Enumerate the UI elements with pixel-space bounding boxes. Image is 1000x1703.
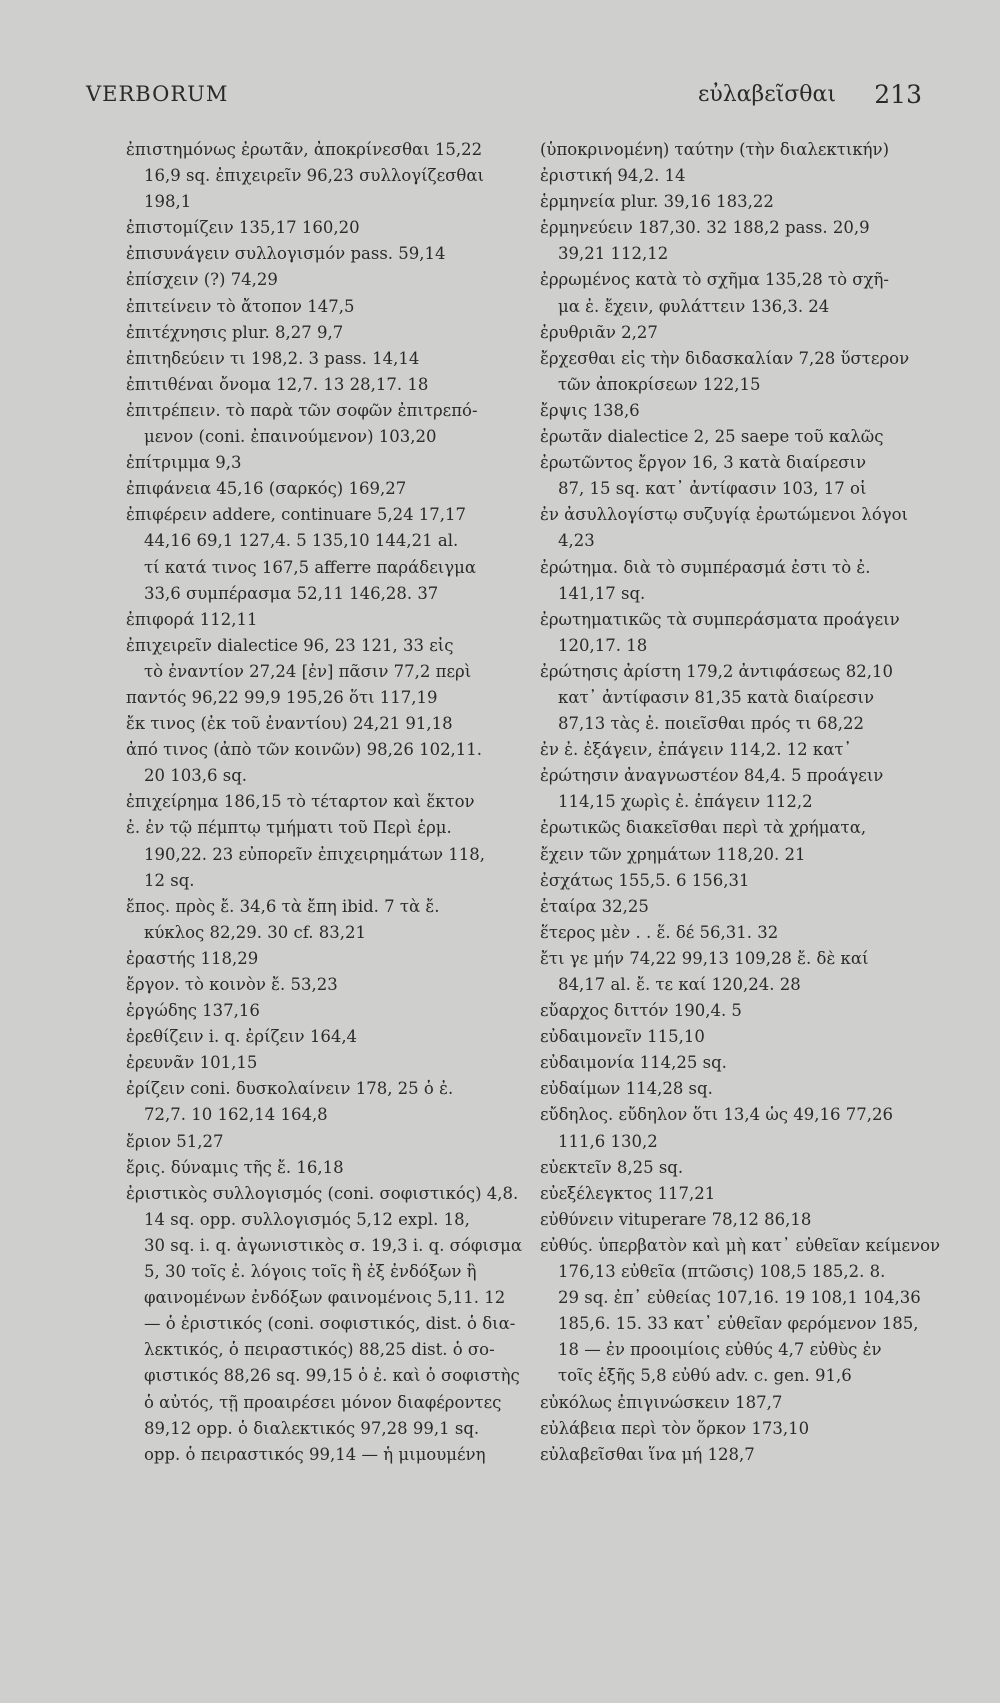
index-line: ἐρευνᾶν 101,15: [126, 1053, 258, 1073]
index-line: ἔπος. πρὸς ἔ. 34,6 τὰ ἔπη ibid. 7 τὰ ἔ.: [126, 896, 440, 916]
index-line: ἐ. ἐν τῷ πέμπτῳ τμήματι τοῦ Περὶ ἑρμ.: [126, 818, 452, 838]
index-line: 72,7. 10 162,14 164,8: [144, 1105, 328, 1125]
right-column: [540, 137, 940, 1468]
index-line: κύκλος 82,29. 30 cf. 83,21: [144, 922, 366, 942]
index-line: 5, 30 τοῖς ἐ. λόγοις τοῖς ἢ ἐξ ἐνδόξων ἢ: [144, 1262, 477, 1282]
index-line: ἐπιφέρειν addere, continuare 5,24 17,17: [126, 505, 467, 525]
index-line: εὐεκτεῖν 8,25 sq.: [540, 1157, 684, 1177]
index-line: εὐδαίμων 114,28 sq.: [540, 1079, 713, 1099]
index-line: 33,6 συμπέρασμα 52,11 146,28. 37: [144, 583, 439, 603]
index-line: λεκτικός, ὁ πειραστικός) 88,25 dist. ὁ σο-: [144, 1340, 495, 1360]
index-line: 114,15 χωρὶς ἐ. ἐπάγειν 112,2: [558, 792, 813, 812]
index-line: ἔρχεσθαι εἰς τὴν διδασκαλίαν 7,28 ὕστερον: [540, 348, 910, 368]
index-line: ἐρωτᾶν dialectice 2, 25 saepe τοῦ καλῶς: [540, 427, 884, 447]
index-line: ἐπίτριμμα 9,3: [126, 453, 242, 473]
index-line: 20 103,6 sq.: [144, 766, 247, 786]
index-line: ἔργον. τὸ κοινὸν ἔ. 53,23: [126, 975, 338, 994]
index-line: 18 — ἐν προοιμίοις εὐθύς 4,7 εὐθὺς ἐν: [558, 1340, 882, 1360]
index-line: παντός 96,22 99,9 195,26 ὅτι 117,19: [126, 687, 438, 707]
index-line: 141,17 sq.: [558, 583, 646, 603]
index-line: 16,9 sq. ἐπιχειρεῖν 96,23 συλλογίζεσθαι: [144, 166, 484, 186]
index-line: ἔτι γε μήν 74,22 99,13 109,28 ἔ. δὲ καί: [540, 948, 869, 968]
index-line: εὔδηλος. εὔδηλον ὅτι 13,4 ὡς 49,16 77,26: [540, 1105, 894, 1125]
page-header: [86, 82, 922, 112]
index-line: 111,6 130,2: [558, 1131, 658, 1151]
index-line: ἐρωτηματικῶς τὰ συμπεράσματα προάγειν: [540, 609, 900, 629]
index-line: 44,16 69,1 127,4. 5 135,10 144,21 al.: [144, 531, 459, 551]
index-line: μα ἐ. ἔχειν, φυλάττειν 136,3. 24: [558, 296, 830, 316]
index-line: εὐθύνειν vituperare 78,12 86,18: [540, 1209, 812, 1229]
index-line: μενον (coni. ἐπαινούμενον) 103,20: [144, 427, 437, 447]
index-line: ἐρώτημα. διὰ τὸ συμπέρασμά ἐστι τὸ ἐ.: [540, 557, 871, 577]
index-line: 84,17 al. ἔ. τε καί 120,24. 28: [558, 975, 801, 994]
index-line: ἐρώτησις ἀρίστη 179,2 ἀντιφάσεως 82,10: [540, 661, 894, 681]
left-column: [126, 137, 521, 1468]
index-line: ἐρεθίζειν i. q. ἐρίζειν 164,4: [126, 1027, 358, 1047]
index-line: ἐπιχείρημα 186,15 τὸ τέταρτον καὶ ἕκτον: [126, 792, 475, 812]
index-line: — ὁ ἐριστικός (coni. σοφιστικός, dist. ὁ δια-: [144, 1314, 516, 1334]
index-line: εὐλάβεια περὶ τὸν ὅρκον 173,10: [540, 1418, 810, 1438]
index-line: τὸ ἐναντίον 27,24 [ἐν] πᾶσιν 77,2 περὶ: [144, 661, 472, 681]
index-line: ἔχειν τῶν χρημάτων 118,20. 21: [540, 844, 806, 864]
index-line: τοῖς ἑξῆς 5,8 εὐθύ adv. c. gen. 91,6: [558, 1366, 852, 1386]
index-line: ἐργώδης 137,16: [126, 1001, 260, 1021]
index-line: εὔαρχος διττόν 190,4. 5: [540, 1001, 742, 1021]
index-line: φαινομένων ἐνδόξων φαινομένοις 5,11. 12: [144, 1288, 506, 1308]
index-line: ἐπιχειρεῖν dialectice 96, 23 121, 33 εἰς: [126, 635, 454, 655]
index-line: ἐπίσχειν (?) 74,29: [126, 270, 278, 290]
index-line: 87,13 τὰς ἐ. ποιεῖσθαι πρός τι 68,22: [558, 714, 864, 734]
index-line: 39,21 112,12: [558, 244, 669, 264]
index-line: 176,13 εὐθεῖα (πτῶσις) 108,5 185,2. 8.: [558, 1262, 886, 1282]
index-line: ἔρψις 138,6: [540, 400, 640, 420]
index-line: ἐρωτῶντος ἔργον 16, 3 κατὰ διαίρεσιν: [540, 453, 867, 473]
index-line: ἐπιφάνεια 45,16 (σαρκός) 169,27: [126, 479, 407, 499]
head-word: εὐλαβεῖσθαι: [697, 82, 836, 107]
index-line: ἐρίζειν coni. δυσκολαίνειν 178, 25 ὁ ἐ.: [126, 1079, 454, 1099]
index-line: φιστικός 88,26 sq. 99,15 ὁ ἐ. καὶ ὁ σοφιστὴς: [144, 1366, 520, 1386]
index-line: 120,17. 18: [558, 635, 648, 655]
running-head: VERBORUM: [86, 82, 229, 106]
index-line: ἔρις. δύναμις τῆς ἔ. 16,18: [126, 1157, 344, 1177]
index-line: ὁ αὐτός, τῇ προαιρέσει μόνον διαφέροντες: [144, 1392, 502, 1412]
index-line: ἀπό τινος (ἀπὸ τῶν κοινῶν) 98,26 102,11.: [126, 740, 483, 760]
index-line: 89,12 opp. ὁ διαλεκτικός 97,28 99,1 sq.: [144, 1418, 480, 1438]
index-line: εὐλαβεῖσθαι ἵνα μή 128,7: [540, 1444, 755, 1464]
index-line: κατ᾽ ἀντίφασιν 81,35 κατὰ διαίρεσιν: [558, 687, 875, 707]
index-line: 198,1: [144, 192, 192, 212]
index-line: ἐπιτηδεύειν τι 198,2. 3 pass. 14,14: [126, 348, 420, 368]
index-line: εὐθύς. ὑπερβατὸν καὶ μὴ κατ᾽ εὐθεῖαν κείμενον: [540, 1235, 941, 1255]
index-line: ἐρώτησιν ἀναγνωστέον 84,4. 5 προάγειν: [540, 766, 884, 786]
index-line: ἐπιτρέπειν. τὸ παρὰ τῶν σοφῶν ἐπιτρεπό-: [126, 400, 478, 420]
index-line: 29 sq. ἐπ᾽ εὐθείας 107,16. 19 108,1 104,36: [558, 1288, 921, 1308]
index-line: 4,23: [558, 531, 595, 551]
index-line: 190,22. 23 εὐπορεῖν ἐπιχειρημάτων 118,: [144, 844, 486, 864]
index-line: τί κατά τινος 167,5 afferre παράδειγμα: [144, 557, 476, 577]
index-line: ἐπιφορά 112,11: [126, 609, 258, 629]
index-line: ἐν ἐ. ἐξάγειν, ἐπάγειν 114,2. 12 κατ᾽: [540, 740, 852, 760]
index-line: ἐπιστομίζειν 135,17 160,20: [126, 218, 360, 238]
index-line: ἐριστική 94,2. 14: [540, 166, 686, 186]
index-line: ἐν ἀσυλλογίστῳ συζυγίᾳ ἐρωτώμενοι λόγοι: [540, 505, 909, 525]
index-line: ἐριστικὸς συλλογισμός (coni. σοφιστικός) 4,8.: [126, 1183, 519, 1203]
index-line: 12 sq.: [144, 870, 195, 890]
index-line: ἕτερος μὲν . . ἕ. δέ 56,31. 32: [540, 922, 779, 942]
index-line: εὐδαιμονία 114,25 sq.: [540, 1053, 727, 1073]
index-line: ἐρυθριᾶν 2,27: [540, 322, 658, 342]
index-line: ἐρωτικῶς διακεῖσθαι περὶ τὰ χρήματα,: [540, 818, 867, 838]
index-line: 185,6. 15. 33 κατ᾽ εὐθεῖαν φερόμενον 185,: [558, 1314, 919, 1334]
index-line: ἐσχάτως 155,5. 6 156,31: [540, 870, 750, 890]
index-line: ἐπιτέχνησις plur. 8,27 9,7: [126, 322, 344, 342]
index-line: ἐραστής 118,29: [126, 948, 259, 968]
index-line: ἔριον 51,27: [126, 1131, 224, 1151]
index-line: εὐκόλως ἐπιγινώσκειν 187,7: [540, 1392, 783, 1412]
index-line: εὐεξέλεγκτος 117,21: [540, 1183, 716, 1203]
index-line: ἔκ τινος (ἐκ τοῦ ἐναντίου) 24,21 91,18: [126, 714, 453, 734]
index-line: ἑταίρα 32,25: [540, 896, 649, 916]
index-line: ἐρρωμένος κατὰ τὸ σχῆμα 135,28 τὸ σχῆ-: [540, 270, 889, 290]
index-line: opp. ὁ πειραστικός 99,14 — ἡ μιμουμένη: [144, 1444, 486, 1464]
index-line: ἑρμηνεύειν 187,30. 32 188,2 pass. 20,9: [540, 218, 870, 238]
index-line: εὐδαιμονεῖν 115,10: [540, 1027, 705, 1047]
index-line: 30 sq. i. q. ἀγωνιστικὸς σ. 19,3 i. q. σόφισμα: [144, 1235, 523, 1255]
index-line: ἐπιτείνειν τὸ ἄτοπον 147,5: [126, 296, 355, 316]
index-line: (ὑποκρινομένη) ταύτην (τὴν διαλεκτικήν): [540, 140, 890, 159]
page-number: 213: [874, 80, 922, 109]
index-line: 14 sq. opp. συλλογισμός 5,12 expl. 18,: [144, 1209, 470, 1229]
index-line: ἐπιστημόνως ἐρωτᾶν, ἀποκρίνεσθαι 15,22: [126, 140, 483, 159]
index-line: ἐπισυνάγειν συλλογισμόν pass. 59,14: [126, 244, 446, 264]
index-line: τῶν ἀποκρίσεων 122,15: [558, 374, 761, 394]
index-line: ἑρμηνεία plur. 39,16 183,22: [540, 192, 774, 212]
index-line: 87, 15 sq. κατ᾽ ἀντίφασιν 103, 17 οἱ: [558, 479, 867, 499]
index-line: ἐπιτιθέναι ὄνομα 12,7. 13 28,17. 18: [126, 374, 429, 394]
